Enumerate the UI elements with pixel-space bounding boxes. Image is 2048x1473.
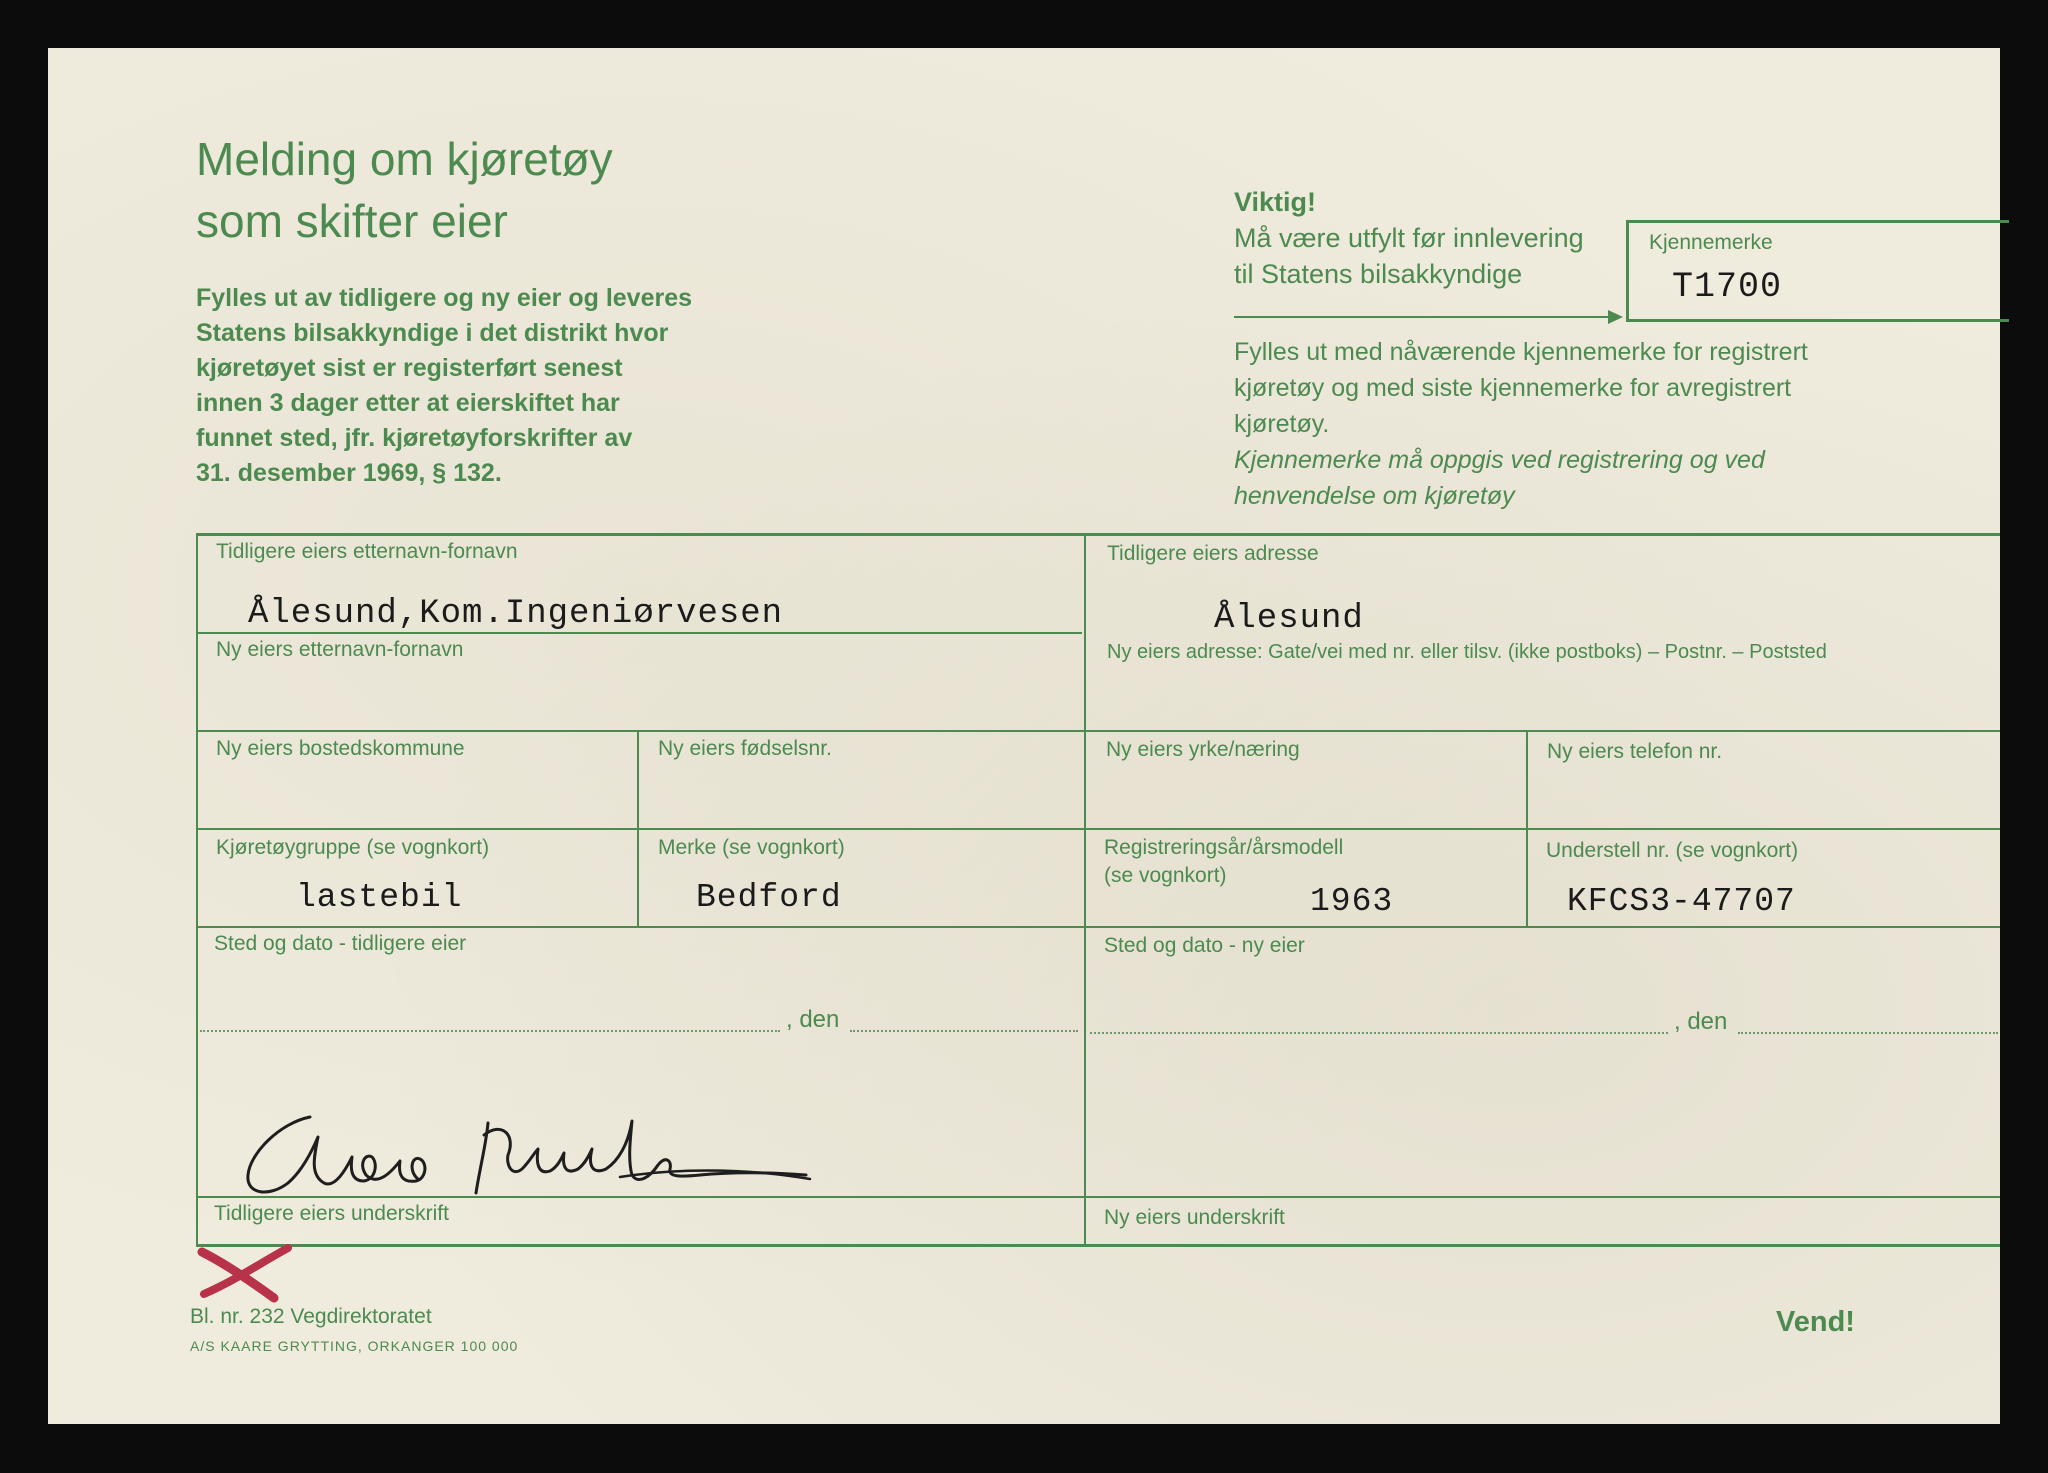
gruppe-value[interactable]: lastebil: [296, 879, 463, 916]
prev-address-label: Tidligere eiers adresse: [1107, 542, 1319, 565]
new-telefon-field[interactable]: [1547, 770, 1993, 824]
den-new-label: , den: [1674, 1008, 1728, 1035]
handwritten-signature: [240, 1105, 820, 1205]
kjennemerke-box[interactable]: [1626, 220, 2009, 322]
sted-new-label: Sted og dato - ny eier: [1104, 934, 1305, 957]
den-prev-label: , den: [786, 1006, 840, 1033]
kjennemerke-value: T1700: [1672, 267, 1783, 307]
intro-line: 31. desember 1969, § 132.: [196, 459, 502, 487]
printer-info: A/S KAARE GRYTTING, ORKANGER 100 000: [190, 1338, 519, 1354]
new-fodselsnr-field[interactable]: [658, 770, 1078, 824]
instructions-line3: kjøretøy.: [1234, 410, 1330, 438]
regaar-label1: Registreringsår/årsmodell: [1104, 836, 1344, 859]
intro-line: funnet sted, jfr. kjøretøyforskrifter av: [196, 424, 633, 452]
instructions: [1234, 334, 1808, 514]
arrow-head-icon: [1608, 310, 1623, 324]
viktig-heading: Viktig!: [1234, 187, 1317, 217]
sig-new-label: Ny eiers underskrift: [1104, 1206, 1285, 1229]
intro-text: [196, 281, 692, 491]
intro-line: kjøretøyet sist er registerført senest: [196, 354, 623, 382]
sig-prev-label: Tidligere eiers underskrift: [214, 1202, 449, 1225]
viktig-line1: Må være utfylt før innlevering: [1234, 223, 1584, 253]
red-x-mark: [196, 1244, 296, 1304]
grid-line: [1084, 533, 1086, 1244]
new-name-field[interactable]: [216, 668, 1076, 724]
new-address-field[interactable]: [1107, 672, 1993, 726]
gruppe-label: Kjøretøygruppe (se vognkort): [216, 836, 490, 859]
kjennemerke-label: Kjennemerke: [1649, 231, 1773, 254]
dato-new-dotted-line[interactable]: [1738, 1032, 1998, 1034]
grid-line: [196, 926, 2000, 928]
vend-label: Vend!: [1776, 1306, 1855, 1338]
grid-line: [196, 730, 2000, 732]
understell-label: Understell nr. (se vognkort): [1546, 839, 1799, 862]
prev-name-value[interactable]: Ålesund,Kom.Ingeniørvesen: [248, 595, 784, 633]
form-number: Bl. nr. 232 Vegdirektoratet: [190, 1305, 432, 1328]
form-title: [196, 128, 613, 252]
merke-label: Merke (se vognkort): [658, 836, 845, 859]
viktig-line2: til Statens bilsakkyndige: [1234, 259, 1523, 289]
instructions-italic1: Kjennemerke må oppgis ved registrering og ved: [1234, 446, 1765, 474]
intro-line: Fylles ut av tidligere og ny eier og leveres: [196, 284, 693, 312]
merke-value[interactable]: Bedford: [696, 879, 842, 916]
grid-line: [196, 1244, 2000, 1247]
viktig-notice: [1234, 184, 1584, 292]
sted-prev-label: Sted og dato - tidligere eier: [214, 932, 467, 955]
regaar-value[interactable]: 1963: [1310, 883, 1394, 920]
grid-line: [196, 533, 2000, 536]
instructions-line2: kjøretøy og med siste kjennemerke for avregistrert: [1234, 374, 1792, 402]
form-title-line2: som skifter eier: [196, 195, 508, 247]
instructions-line1: Fylles ut med nåværende kjennemerke for registrert: [1234, 338, 1808, 366]
new-telefon-label: Ny eiers telefon nr.: [1547, 740, 1723, 763]
prev-name-label: Tidligere eiers etternavn-fornavn: [216, 540, 518, 563]
new-address-label: Ny eiers adresse: Gate/vei med nr. eller tilsv. (ikke postboks) – Postnr. – Poststed: [1107, 641, 1827, 663]
intro-line: innen 3 dager etter at eierskiftet har: [196, 389, 620, 417]
new-yrke-label: Ny eiers yrke/næring: [1106, 738, 1300, 761]
new-kommune-field[interactable]: [216, 770, 626, 824]
regaar-label2: (se vognkort): [1104, 864, 1227, 887]
form-title-line1: Melding om kjøretøy: [196, 133, 613, 185]
understell-value[interactable]: KFCS3-47707: [1567, 883, 1796, 920]
grid-line: [196, 533, 198, 1244]
grid-line: [196, 828, 2000, 830]
new-yrke-field[interactable]: [1106, 770, 1516, 824]
new-fodselsnr-label: Ny eiers fødselsnr.: [658, 737, 832, 760]
sted-new-dotted-line[interactable]: [1090, 1032, 1668, 1034]
new-name-label: Ny eiers etternavn-fornavn: [216, 638, 464, 661]
new-kommune-label: Ny eiers bostedskommune: [216, 737, 465, 760]
sted-prev-dotted-line[interactable]: [200, 1030, 780, 1032]
dato-prev-dotted-line[interactable]: [850, 1030, 1078, 1032]
intro-line: Statens bilsakkyndige i det distrikt hvor: [196, 319, 669, 347]
prev-address-value[interactable]: Ålesund: [1214, 600, 1364, 638]
instructions-italic2: henvendelse om kjøretøy: [1234, 482, 1515, 510]
arrow-line: [1234, 316, 1616, 318]
